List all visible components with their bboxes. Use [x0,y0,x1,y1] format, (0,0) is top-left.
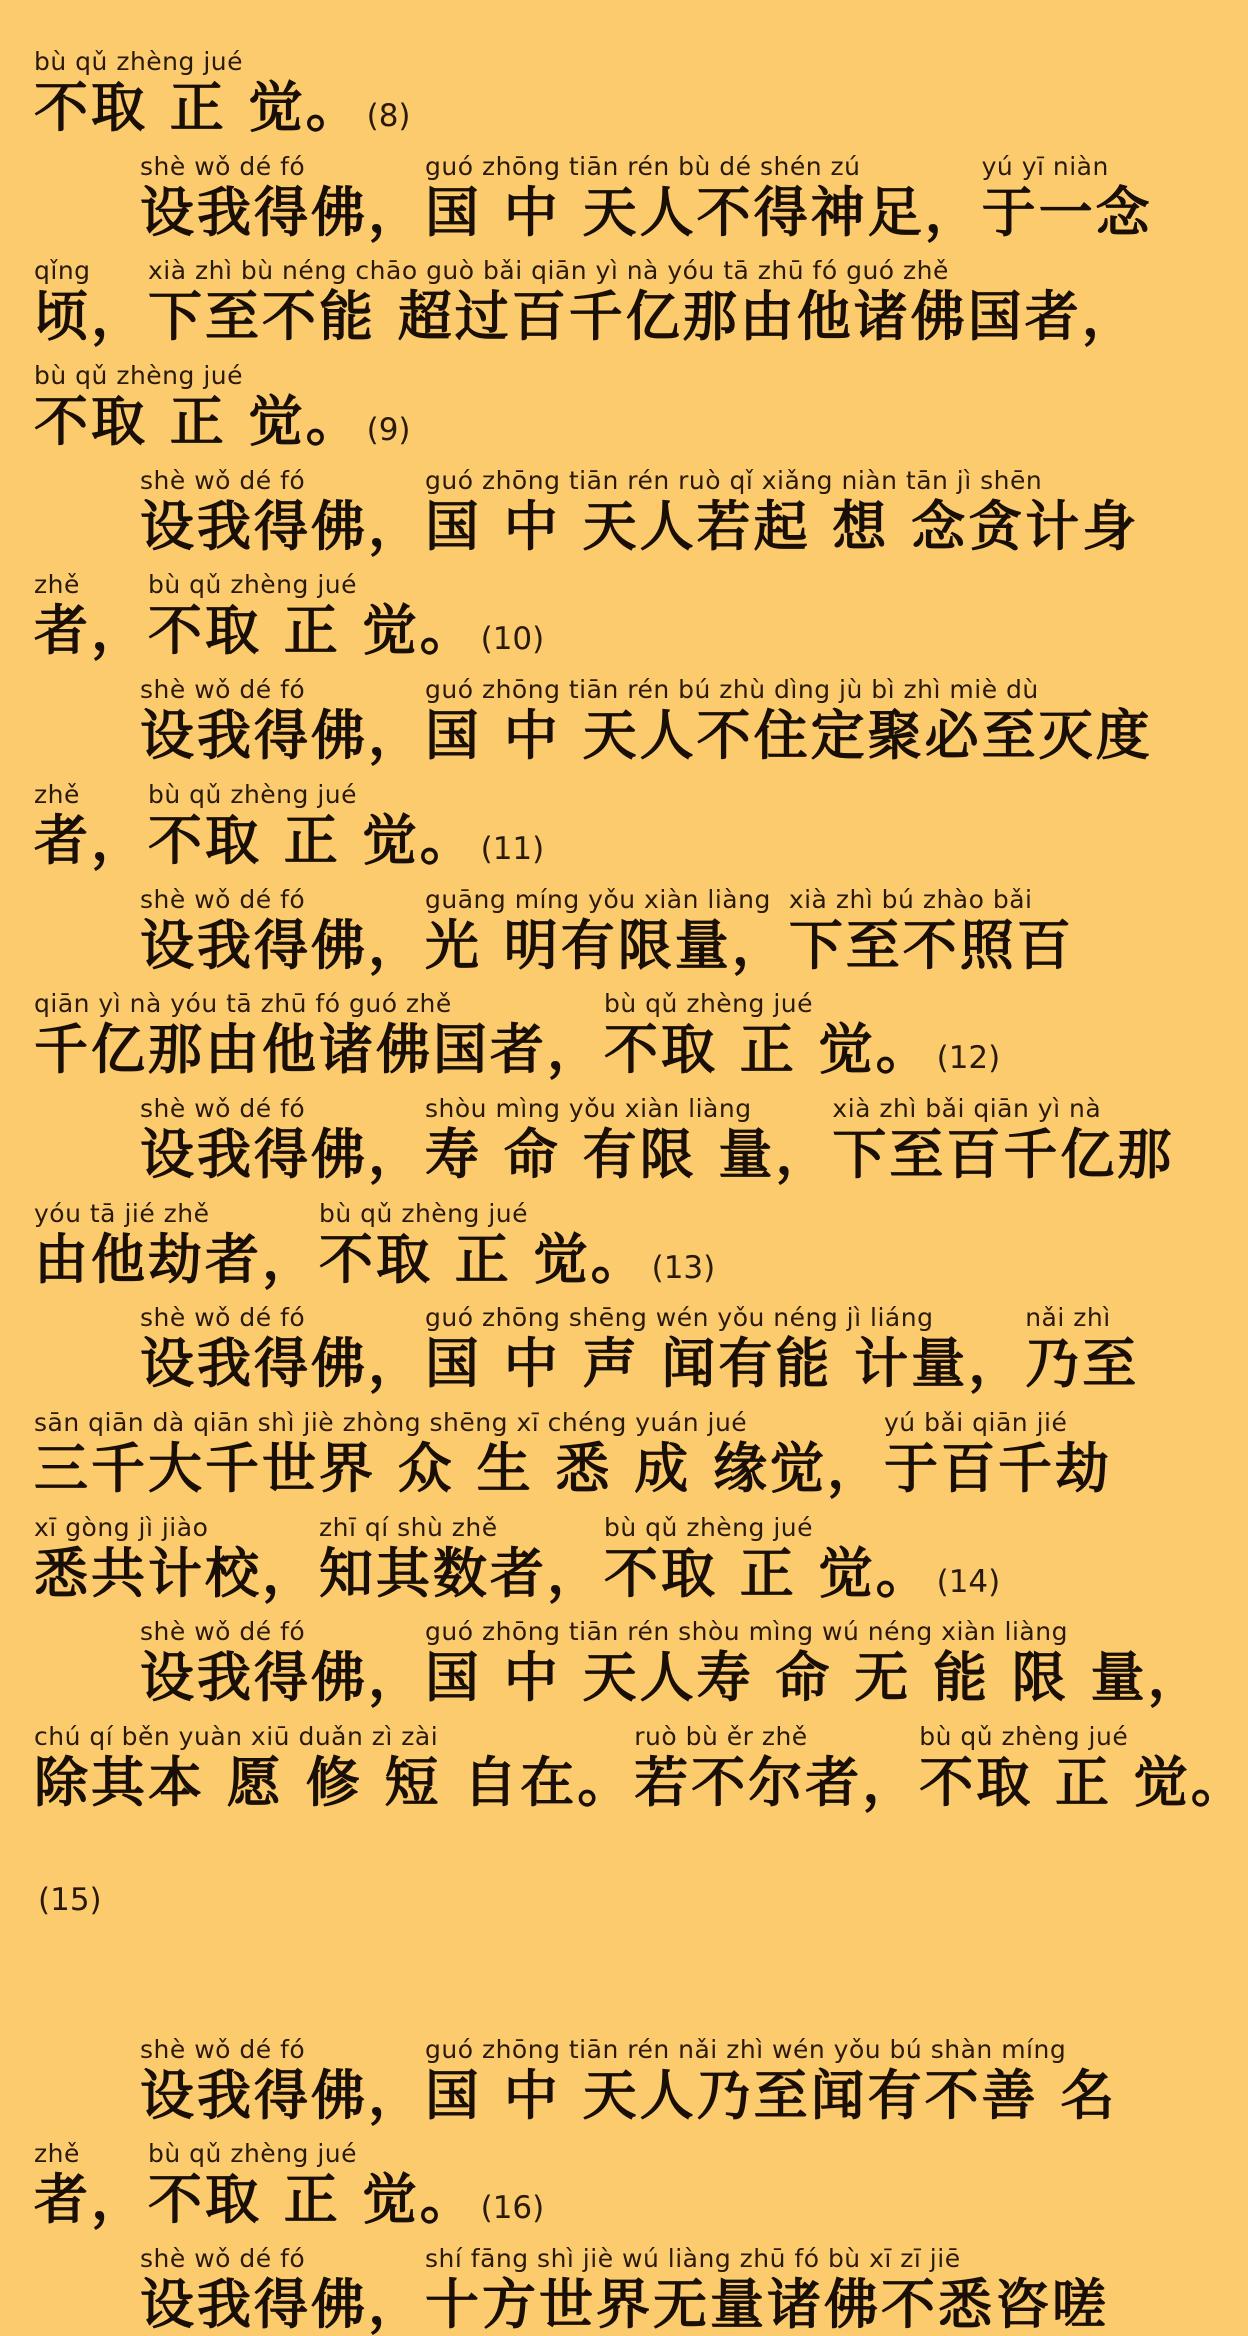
hanzi: 除其本 愿 修 短 自在。 [34,1751,635,1814]
verse-line [34,1713,1248,1814]
phrase [34,255,148,347]
hanzi: 国 中 天人若起 想 念贪计身 [425,494,1140,558]
vow-number: (8) [366,98,411,134]
pinyin: bù qǔ zhèng jué [919,1722,1129,1751]
hanzi: 乃至 [1025,1332,1140,1396]
verse-line [34,1190,1046,1290]
phrase [140,1093,425,1185]
vow-number: (14) [936,1563,1001,1600]
hanzi: 不取 正 觉。 [919,1751,1248,1814]
hanzi: 设我得佛， [140,180,425,244]
verse-line [34,1085,1175,1186]
pinyin: qiān yì nà yóu tā zhū fó guó zhě [34,989,452,1019]
verse-line [34,771,1046,871]
phrase [604,1512,933,1604]
hanzi: 光 明有限量， [425,913,789,977]
hanzi: 不取 正 觉。 [604,1541,933,1605]
phrase [425,1616,1205,1708]
verse-line [34,247,1139,349]
phrase [34,46,363,138]
pinyin: shè wǒ dé fó [140,1093,306,1123]
pinyin: xià zhì bú zhào bǎi [788,884,1033,914]
pinyin: guó zhōng tiān rén shòu mìng wú néng xiàn liàng [425,1617,1068,1647]
hanzi: 者， [34,599,148,663]
hanzi: 不取 正 觉。 [148,808,477,872]
pinyin: ruò bù ěr zhě [634,1722,808,1751]
hanzi: 千亿那由他诸佛国者， [34,1018,604,1082]
pinyin: guó zhōng tiān rén bú zhù dìng jù bì zhì miè dù [425,675,1039,705]
pinyin: xià zhì bǎi qiān yì nà [832,1093,1102,1123]
pinyin: bù qǔ zhèng jué [604,1512,814,1542]
hanzi: 寿 命 有限 量， [425,1122,833,1186]
pinyin: zhě [34,779,80,809]
hanzi: 下至不能 超过百千亿那由他诸佛国者， [148,285,1139,349]
hanzi: 由他劫者， [34,1227,319,1291]
pinyin: xià zhì bù néng chāo guò bǎi qiān yì nà yóu tā zhū fó guó zhě [148,256,949,286]
pinyin: zhī qí shù zhě [319,1512,498,1542]
phrase [982,151,1153,243]
phrase [319,1198,648,1290]
phrase [919,1721,1248,1813]
hanzi: 者， [34,2168,148,2232]
vow-number: (11) [480,830,545,867]
pinyin: shè wǒ dé fó [140,884,306,914]
hanzi: 国 中 天人不得神足， [425,180,982,244]
pinyin: shè wǒ dé fó [140,2244,306,2274]
pinyin: shè wǒ dé fó [140,675,306,705]
phrase [34,1512,319,1604]
pinyin: chú qí běn yuàn xiū duǎn zì zài [34,1722,439,1751]
phrase [425,884,789,976]
vow-number: (16) [480,2190,545,2227]
phrase [34,1721,634,1813]
hanzi: 国 中 天人寿 命 无 能 限 量， [425,1646,1205,1710]
hanzi: 下至不照百 [788,913,1074,977]
pinyin: qǐng [34,256,91,286]
hanzi: 设我得佛， [140,2273,425,2336]
vow-number: (15) [38,1881,102,1918]
pinyin: bù qǔ zhèng jué [148,2139,358,2169]
verse-line [34,1504,1046,1604]
verse-line [34,2235,1109,2336]
pinyin: guó zhōng shēng wén yǒu néng jì liáng [425,1303,934,1333]
phrase [140,2243,425,2335]
hanzi: 国 中 天人乃至闻有不善 名 [425,2063,1118,2127]
hanzi: 三千大千世界 众 生 悉 成 缘觉， [34,1436,884,1500]
hanzi: 不取 正 觉。 [319,1227,648,1291]
pinyin: bù qǔ zhèng jué [148,570,358,600]
pinyin: shè wǒ dé fó [140,465,306,495]
pinyin: yú bǎi qiān jié [884,1407,1068,1437]
verse-line [34,143,1153,244]
verse-line [34,876,1074,977]
pinyin: bù qǔ zhèng jué [148,779,358,809]
phrase [604,988,933,1080]
pinyin: guó zhōng tiān rén bù dé shén zú [425,151,861,181]
phrase [425,2243,1109,2335]
verse-line [34,38,1046,138]
pinyin: sān qiān dà qiān shì jiè zhòng shēng xī chéng yuán jué [34,1407,748,1437]
phrase [319,1512,604,1604]
vow-number: (10) [480,621,545,658]
hanzi: 十方世界无量诸佛不悉咨嗟 [425,2273,1109,2336]
verse-line [34,980,1046,1080]
verse-line [34,2130,1046,2230]
pinyin: zhě [34,570,80,600]
phrase [140,151,425,243]
phrase [148,255,1139,347]
phrase [34,360,363,452]
pinyin: bù qǔ zhèng jué [319,1198,529,1228]
pinyin: shè wǒ dé fó [140,2034,306,2064]
hanzi: 设我得佛， [140,704,425,768]
pinyin: shè wǒ dé fó [140,1303,306,1333]
verse-line [34,457,1140,558]
hanzi: 设我得佛， [140,494,425,558]
pinyin: bù qǔ zhèng jué [34,47,244,76]
phrase [34,779,148,871]
hanzi: 顷， [34,285,148,349]
phrase [832,1093,1174,1185]
phrase [140,1616,425,1708]
phrase [884,1407,1112,1499]
hanzi: 不取 正 觉。 [604,1018,933,1082]
pinyin: yú yī niàn [981,151,1109,181]
pinyin: shòu mìng yǒu xiàn liàng [425,1093,752,1123]
pinyin: shè wǒ dé fó [140,151,306,181]
hanzi: 国 中 天人不住定聚必至灭度 [425,704,1153,768]
pinyin: shè wǒ dé fó [140,1617,306,1647]
hanzi: 不取 正 觉。 [148,599,477,663]
pinyin: guó zhōng tiān rén nǎi zhì wén yǒu bú shàn míng [425,2034,1067,2064]
phrase [34,1198,319,1290]
phrase [148,779,477,871]
phrase [1025,1302,1139,1394]
hanzi: 设我得佛， [140,913,425,977]
verse-line [34,1608,1205,1710]
hanzi: 设我得佛， [140,1122,425,1186]
vow-number: (9) [366,412,411,449]
pinyin: zhě [34,2139,80,2169]
hanzi: 不取 正 觉。 [34,76,363,139]
phrase [425,151,982,243]
phrase [425,465,1139,557]
phrase [148,569,477,661]
pinyin: nǎi zhì [1025,1303,1111,1333]
vow-number: (13) [651,1249,716,1286]
verse-line [34,1818,1046,1922]
phrase [140,1302,425,1394]
phrase [140,2034,425,2126]
pinyin: bù qǔ zhèng jué [34,361,244,391]
pinyin: shí fāng shì jiè wú liàng zhū fó bù xī zī jiē [425,2244,961,2274]
hanzi: 不取 正 觉。 [148,2168,477,2232]
hanzi: 于一念 [981,180,1153,244]
phrase [148,2138,477,2230]
verse-line [34,352,1046,452]
verse-line [34,1399,1112,1500]
pinyin: guó zhōng tiān rén ruò qǐ xiǎng niàn tān jì shēn [425,465,1043,495]
hanzi: 设我得佛， [140,1332,425,1396]
phrase [34,2138,148,2230]
vow-number: (12) [936,1040,1001,1077]
verse-line [34,2026,1118,2127]
phrase [140,674,425,766]
phrase [34,1407,884,1499]
phrase [34,988,604,1080]
verse-lines [34,38,1248,2336]
hanzi: 悉共计校， [34,1541,319,1605]
hanzi: 于百千劫 [884,1436,1112,1500]
verse-line [34,1294,1140,1396]
phrase [634,1721,919,1813]
verse-line [34,561,1046,661]
phrase [34,569,148,661]
pinyin: xī gòng jì jiào [34,1512,209,1542]
hanzi: 国 中 声 闻有能 计量， [425,1332,1026,1396]
phrase [789,884,1074,976]
pinyin: bù qǔ zhèng jué [604,989,814,1019]
phrase [425,1302,1025,1394]
hanzi: 设我得佛， [140,1646,425,1710]
verse-line [34,666,1153,768]
hanzi: 者， [34,808,148,872]
hanzi: 不取 正 觉。 [34,390,363,454]
phrase [140,884,425,976]
hanzi: 若不尔者， [634,1751,920,1814]
phrase [425,1093,832,1185]
pinyin: guāng míng yǒu xiàn liàng [425,884,771,914]
phrase [425,674,1153,766]
hanzi: 下至百千亿那 [832,1122,1175,1186]
hanzi: 设我得佛， [140,2063,425,2127]
phrase [140,465,425,557]
pinyin: yóu tā jié zhě [34,1198,210,1228]
phrase [425,2034,1117,2126]
hanzi: 知其数者， [319,1541,604,1605]
